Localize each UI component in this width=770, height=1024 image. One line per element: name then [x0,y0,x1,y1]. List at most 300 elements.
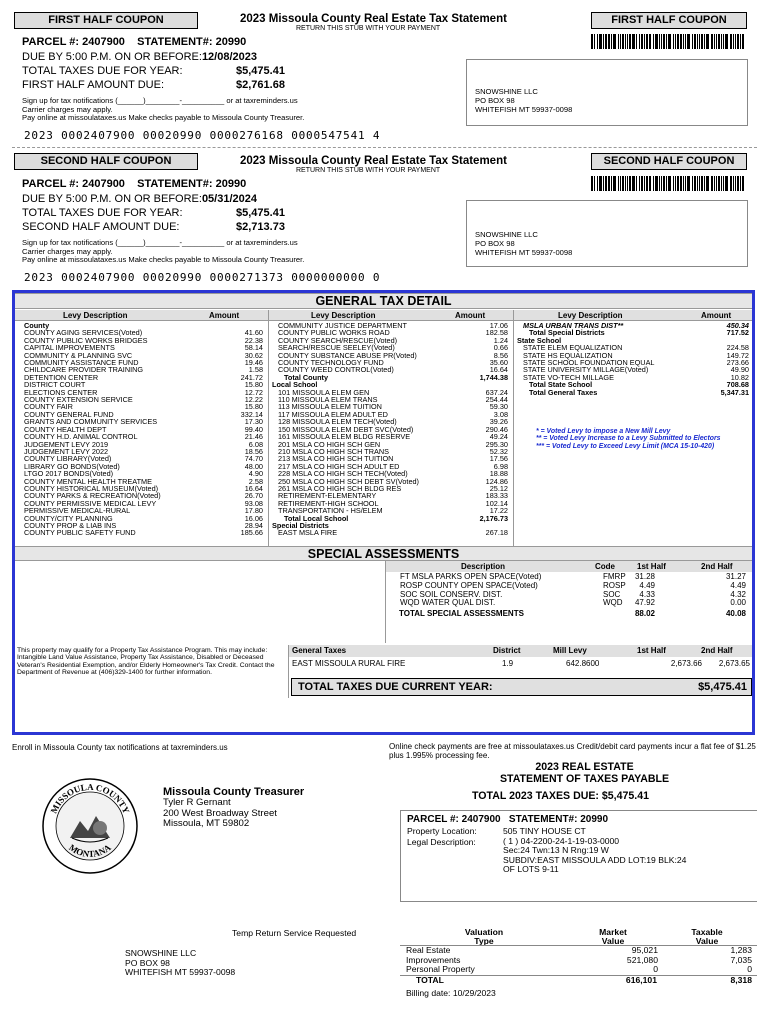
barcode-bar [735,34,736,49]
barcode-bar [639,176,640,191]
levy-description: DISTRICT COURT [24,380,86,390]
levy-amount: 149.72 [726,350,749,360]
barcode-bar [733,176,734,191]
special-first: 4.49 [639,580,655,590]
levy-amount: 58.14 [244,343,263,353]
special-header-row [385,561,752,572]
barcode-bar [675,34,676,49]
gentax-name: EAST MISSOULA RURAL FIRE [292,659,406,668]
valuation-header: Valuation Type [464,927,504,946]
total-due-label: TOTAL TAXES DUE CURRENT YEAR: [298,681,493,693]
barcode-bar [636,34,637,49]
barcode-bar [680,176,682,191]
gentax-district: 1.9 [502,659,514,668]
coupon2-subtitle: RETURN THIS STUB WITH YOUR PAYMENT [296,167,441,174]
barcode-bar [716,176,717,191]
barcode-bar [737,176,739,191]
levy-amount: 6.08 [248,439,263,449]
levy-description: Total General Taxes [529,387,598,397]
valuation-table [400,926,757,985]
barcode-bar [594,176,595,191]
levy-amount: 637.24 [485,387,508,397]
barcode-bar [613,34,616,49]
special-total-label: TOTAL SPECIAL ASSESSMENTS [399,609,524,618]
barcode-bar [627,34,628,49]
levy-description: JUDGEMENT LEVY 2022 [24,446,109,456]
coupon1-barcode [591,34,747,49]
levy-description: Total County [284,372,329,382]
levy-amount: 17.22 [489,506,508,516]
barcode-bar [632,34,635,49]
levy-description: COUNTY H.D. ANIMAL CONTROL [24,432,138,442]
barcode-bar [742,34,744,49]
legal-description-value: ( 1 ) 04-2200-24-1-19-03-0000 Sec:24 Twn:13 N Rng:19 W SUBDIV:EAST MISSOULA ADD LOT:19 BLK:24 OF LOTS 9-11 [503,836,687,875]
levy-amount: 2.58 [248,476,263,486]
barcode-bar [673,34,674,49]
special-header-code: Code [595,562,615,571]
second-coupon-label-right: SECOND HALF COUPON [591,153,747,170]
barcode-bar [737,34,739,49]
treasurer-address: Tyler R Gernant 200 West Broadway Street Missoula, MT 59802 [163,797,277,829]
levy-description: PERMISSIVE MEDICAL-RURAL [24,506,131,516]
barcode-bar [716,34,717,49]
coupon1-due: DUE BY 5:00 P.M. ON OR BEFORE:12/08/2023 [22,51,257,63]
footer-parcel: PARCEL #: 2407900 STATEMENT#: 20990 [407,814,609,825]
valuation-taxable: 1,283 [730,945,752,955]
barcode-bar [699,34,700,49]
barcode-bar [740,176,741,191]
barcode-bar [711,34,713,49]
levy-description: DETENTION CENTER [24,372,99,382]
property-location-value: 505 TINY HOUSE CT [503,826,586,836]
levy-row [24,529,263,536]
valuation-taxable: 7,035 [730,954,752,965]
barcode-bar [673,176,674,191]
divider [288,645,289,698]
barcode-bar [675,176,676,191]
levy-description: 113 MISSOULA ELEM TUITION [278,402,382,412]
levy-description: TRANSPORTATION - HS/ELEM [278,506,383,516]
barcode-bar [591,176,593,191]
barcode-bar [711,176,713,191]
special-desc: FT MSLA PARKS OPEN SPACE(Voted) [400,572,542,581]
barcode-bar [704,34,705,49]
levy-amount: 99.40 [244,424,263,434]
special-second: 31.27 [725,572,746,581]
levy-amount: 290.46 [485,424,508,434]
special-second: 0.00 [730,598,746,608]
valuation-type: Real Estate [406,945,451,955]
barcode-bar [655,176,658,191]
levy-amount: 254.44 [485,395,508,405]
barcode-bar [608,176,610,191]
special-second: 4.32 [730,589,746,599]
barcode-bar [697,34,698,49]
levy-description: COUNTY PERMISSIVE MEDICAL LEVY [24,498,157,508]
levy-description: COMMUNITY & PLANNING SVC [24,350,133,360]
valuation-type: Personal Property [406,964,475,975]
col2-header-levy: Levy Description [311,311,376,320]
valuation-rows [406,946,752,975]
barcode-bar [685,176,686,191]
barcode-bar [668,34,671,49]
levy-description: 150 MISSOULA ELEM DEBT SVC(Voted) [278,424,414,434]
barcode-bar [683,34,684,49]
barcode-bar [599,34,602,49]
levy-description: COUNTY AGING SERVICES(Voted) [24,328,143,338]
special-code: FMRP [603,572,626,581]
levy-description: State School [517,335,562,345]
barcode-bar [641,34,643,49]
gentax-second: 2,673.65 [718,659,750,668]
special-desc: ROSP COUNTY OPEN SPACE(Voted) [400,580,538,590]
valuation-market: 95,021 [631,945,658,955]
levy-description: COUNTY PUBLIC WORKS BRIDGES [24,335,148,345]
gentax-header-mill: Mill Levy [553,646,587,655]
coupon1-parcel: PARCEL #: 2407900 STATEMENT#: 20990 [22,36,247,48]
barcode-bar [620,34,621,49]
levy-amount: 267.18 [485,528,508,538]
enroll-note: Enroll in Missoula County tax notifications at taxreminders.us [12,743,228,752]
assistance-note: This property may qualify for a Property Tax Assistance Program. This may include: Intangible Land Value Assistance, Property Tax Assistance, Disabled or Deceased Veteran's Residential Exemption, and/or Elderly Homeowner's Tax Credit. Contact the Department of Revenue at (406)329-1400 for further information. [17,647,275,677]
levy-description: COUNTY TECHNOLOGY FUND [278,358,384,368]
levy-amount: 332.14 [240,409,263,419]
gentax-header-second: 2nd Half [701,646,733,655]
barcode-bar [730,34,732,49]
levy-description: COUNTY FAIR [24,402,73,412]
levy-description: COUNTY HISTORICAL MUSEUM(Voted) [24,483,159,493]
levy-amount: 295.30 [485,439,508,449]
levy-description: Total Special Districts [529,328,605,338]
special-second: 4.49 [730,580,746,590]
levy-amount: 18.56 [244,446,263,456]
levy-description: 213 MSLA CO HIGH SCH TUITION [278,454,394,464]
barcode-bar [701,176,703,191]
barcode-bar [714,176,715,191]
levy-description: LTGO 2017 BONDS(Voted) [24,469,114,479]
barcode-bar [723,34,724,49]
levy-description: JUDGEMENT LEVY 2019 [24,439,109,449]
levy-row [272,529,508,536]
barcode-bar [735,176,736,191]
barcode-bar [594,34,595,49]
barcode-bar [629,176,631,191]
levy-amount: 717.52 [726,328,749,338]
barcode-bar [622,34,624,49]
barcode-bar [620,176,621,191]
barcode-bar [605,176,607,191]
levy-description: STATE ELEM EQUALIZATION [523,343,623,353]
special-code: ROSP [603,580,626,590]
levy-amount: 16.06 [244,513,263,523]
levy-amount: 12.72 [244,387,263,397]
first-coupon-label-right: FIRST HALF COUPON [591,12,747,29]
total-2023-due: TOTAL 2023 TAXES DUE: $5,475.41 [472,790,650,802]
coupon1-half-label: FIRST HALF AMOUNT DUE: [22,79,165,91]
special-first: 47.92 [634,598,655,608]
levy-amount: 17.06 [489,321,508,330]
coupon2-total-label: TOTAL TAXES DUE FOR YEAR: [22,207,183,219]
tax-detail-box [12,290,755,735]
barcode-bar [725,34,728,49]
temp-return: Temp Return Service Requested [232,928,357,938]
levy-amount: 8.56 [493,350,508,360]
special-rows [385,573,752,608]
levy-description: ELECTIONS CENTER [24,387,98,397]
coupon2-address-box: SNOWSHINE LLC PO BOX 98 WHITEFISH MT 59937-0098 [466,200,748,267]
levy-description: COUNTY MENTAL HEALTH TREATME [24,476,152,486]
levy-column-1 [24,322,263,537]
levy-description: COUNTY EXTENSION SERVICE [24,395,133,405]
barcode-bar [718,34,720,49]
barcode-bar [677,34,679,49]
barcode-bar [618,176,619,191]
valuation-taxable: 0 [747,964,752,975]
divider [400,975,757,976]
levy-amount: 273.66 [726,358,749,368]
levy-description: COUNTY/CITY PLANNING [24,513,113,523]
barcode-bar [740,34,741,49]
barcode-bar [663,34,665,49]
levy-amount: 48.00 [244,461,263,471]
levy-description: 250 MSLA CO HIGH SCH DEBT SV(Voted) [278,476,419,486]
levy-description: COMMUNITY ASSISTANCE FUND [24,358,139,368]
property-location-label: Property Location: [407,826,477,836]
levy-amount: 5,347.31 [720,387,749,397]
levy-amount: 185.66 [240,528,263,538]
coupon1-subtitle: RETURN THIS STUB WITH YOUR PAYMENT [296,25,441,32]
levy-amount: 12.22 [244,395,263,405]
special-header-desc: Description [461,562,506,571]
levy-amount: 241.72 [240,372,263,382]
barcode-bar [687,176,690,191]
special-desc: WQD WATER QUAL DIST. [400,598,496,608]
barcode-bar [714,34,715,49]
levy-amount: 39.26 [489,417,508,427]
levy-amount: 41.60 [244,328,263,338]
barcode-bar [742,176,744,191]
levy-amount: 15.80 [244,380,263,390]
barcode-bar [694,176,696,191]
first-coupon-label-left: FIRST HALF COUPON [14,12,198,29]
barcode-bar [597,176,598,191]
perforation-line [12,147,757,148]
coupon2-barcode [591,176,747,191]
levy-amount: 49.24 [489,432,508,442]
special-first: 4.33 [639,589,655,599]
levy-row [517,389,749,396]
barcode-bar [655,34,658,49]
barcode-bar [718,176,720,191]
levy-amount: 450.34 [726,321,749,330]
levy-amount: 2,176.73 [479,513,508,523]
barcode-bar [692,34,693,49]
levy-amount: 19.46 [244,358,263,368]
levy-legend: * = Voted Levy to impose a New Mill Levy ** = Voted Levy Increase to a Levy Submitted to Electors *** = Voted Levy to Exceed Levy Limit (MCA 15-10-420) [536,428,721,450]
special-total-first: 88.02 [634,609,655,618]
levy-description: CHILDCARE PROVIDER TRAINING [24,365,144,375]
col3-header-amount: Amount [701,311,732,320]
levy-description: 161 MISSOULA ELEM BLDG RESERVE [278,432,411,442]
levy-description: COUNTY PUBLIC WORKS ROAD [278,328,390,338]
barcode-bar [725,176,728,191]
coupon2-total-value: $5,475.41 [236,207,285,219]
barcode-bar [649,176,651,191]
barcode-bar [622,176,624,191]
coupon2-due: DUE BY 5:00 P.M. ON OR BEFORE:05/31/2024 [22,193,257,205]
levy-amount: 30.62 [244,350,263,360]
gentax-header-first: 1st Half [637,646,666,655]
legal-description-label: Legal Description: [407,837,476,847]
barcode-bar [649,34,651,49]
barcode-bar [644,34,645,49]
taxable-header: Taxable Value [691,927,723,946]
barcode-bar [706,34,709,49]
levy-amount: 26.70 [244,491,263,501]
barcode-bar [666,34,667,49]
barcode-bar [723,176,724,191]
barcode-bar [611,34,612,49]
barcode-bar [608,34,610,49]
special-desc: SOC SOIL CONSERV. DIST. [400,589,503,599]
levy-amount: 93.08 [244,498,263,508]
coupon1-notices: Sign up for tax notifications (______)________-__________ or at taxreminders.us Carrier charges may apply. Pay online at missoulataxes.us Make checks payable to Missoula County Treasurer. [22,96,305,123]
levy-description: 117 MISSOULA ELEM ADULT ED [278,409,388,419]
barcode-bar [632,176,635,191]
levy-amount: 52.32 [489,446,508,456]
col2-header-amount: Amount [455,311,486,320]
levy-description: MSLA URBAN TRANS DIST** [523,321,624,330]
second-coupon-label-left: SECOND HALF COUPON [14,153,198,170]
barcode-bar [603,34,604,49]
barcode-bar [629,34,631,49]
levy-description: COUNTY SEARCH/RESCUE(Voted) [278,335,398,345]
barcode-bar [639,34,640,49]
coupon1-scanline: 2023 0002407900 00020990 0000276168 0000547541 4 [24,129,381,142]
barcode-bar [636,176,637,191]
levy-description: 128 MISSOULA ELEM TECH(Voted) [278,417,397,427]
divider [385,561,386,643]
gentax-mill: 642.8600 [566,659,600,668]
coupon2-half-label: SECOND HALF AMOUNT DUE: [22,221,180,233]
barcode-bar [618,34,619,49]
barcode-bar [699,176,700,191]
special-code: WQD [603,598,623,608]
divider [268,310,269,548]
barcode-bar [663,176,665,191]
divider [513,310,514,548]
levy-amount: 28.94 [244,520,263,530]
valuation-market: 0 [653,964,658,975]
barcode-bar [603,176,604,191]
market-header: Market Value [599,927,627,946]
levy-amount: 6.98 [493,461,508,471]
levy-description: 101 MISSOULA ELEM GEN [278,387,370,397]
col1-header-levy: Levy Description [63,311,128,320]
levy-description: STATE HS EQUALIZATION [523,350,613,360]
levy-description: Local School [272,380,318,390]
barcode-bar [692,176,693,191]
levy-amount: 74.70 [244,454,263,464]
special-row [385,599,752,608]
valuation-market: 521,080 [626,954,658,965]
levy-description: LIBRARY GO BONDS(Voted) [24,461,120,471]
levy-amount: 10.82 [730,372,749,382]
valuation-total-market: 616,101 [625,975,657,985]
coupon2-parcel: PARCEL #: 2407900 STATEMENT#: 20990 [22,178,247,190]
barcode-bar [659,176,660,191]
barcode-bar [685,34,686,49]
barcode-bar [646,176,648,191]
special-header-first: 1st Half [637,562,666,571]
levy-description: 201 MSLA CO HIGH SCH GEN [278,439,381,449]
barcode-bar [646,34,648,49]
levy-amount: 16.64 [489,365,508,375]
levy-amount: 224.58 [726,343,749,353]
levy-amount: 15.80 [244,402,263,412]
levy-description: Total State School [529,380,593,390]
barcode-bar [605,34,607,49]
gentax-header-district: District [493,646,521,655]
levy-description: COMMUNITY JUSTICE DEPARTMENT [278,321,407,330]
valuation-row [406,965,752,975]
levy-column-2 [272,322,508,537]
special-first: 31.28 [634,572,655,581]
special-total-second: 40.08 [725,609,746,618]
general-header-row [15,310,752,321]
levy-description: COUNTY GENERAL FUND [24,409,114,419]
barcode-bar [627,176,628,191]
coupon1-total-label: TOTAL TAXES DUE FOR YEAR: [22,65,183,77]
barcode-bar [653,176,654,191]
barcode-bar [680,34,682,49]
levy-amount: 1,744.38 [479,372,508,382]
gentax-first: 2,673.66 [670,659,702,668]
levy-description: COUNTY PARKS & RECREATION(Voted) [24,491,161,501]
barcode-bar [625,176,626,191]
levy-amount: 16.64 [244,483,263,493]
levy-amount: 17.56 [489,454,508,464]
coupon1-total-value: $5,475.41 [236,65,285,77]
levy-description: 210 MSLA CO HIGH SCH TRANS [278,446,389,456]
valuation-total-taxable: 8,318 [730,975,752,985]
levy-description: Special Districts [272,520,329,530]
coupon2-scanline: 2023 0002407900 00020990 0000271373 0000000000 0 [24,271,381,284]
statement-title: 2023 REAL ESTATE STATEMENT OF TAXES PAYABLE [499,761,670,785]
coupon2-title: 2023 Missoula County Real Estate Tax Statement [240,155,507,167]
treasurer-title: Missoula County Treasurer [163,786,305,798]
seal-bottom-text: MONTANA [67,842,113,859]
general-tax-detail-title: GENERAL TAX DETAIL [15,293,752,309]
levy-amount: 22.38 [244,335,263,345]
barcode-bar [591,34,593,49]
levy-description: 228 MSLA CO HIGH SCH TECH(Voted) [278,469,408,479]
barcode-bar [641,176,643,191]
levy-amount: 102.14 [485,498,508,508]
levy-description: RETIREMENT-ELEMENTARY [278,491,377,501]
barcode-bar [653,34,654,49]
levy-amount: 182.58 [485,328,508,338]
parcel-box [400,810,757,902]
coupon1-title: 2023 Missoula County Real Estate Tax Statement [240,13,507,25]
barcode-bar [704,176,705,191]
levy-amount: 3.08 [493,409,508,419]
special-code: SOC [603,589,621,599]
coupon1-half-value: $2,761.68 [236,79,285,91]
levy-description: COUNTY PROP & LIAB INS [24,520,117,530]
levy-amount: 21.46 [244,432,263,442]
levy-column-3 [517,322,749,396]
